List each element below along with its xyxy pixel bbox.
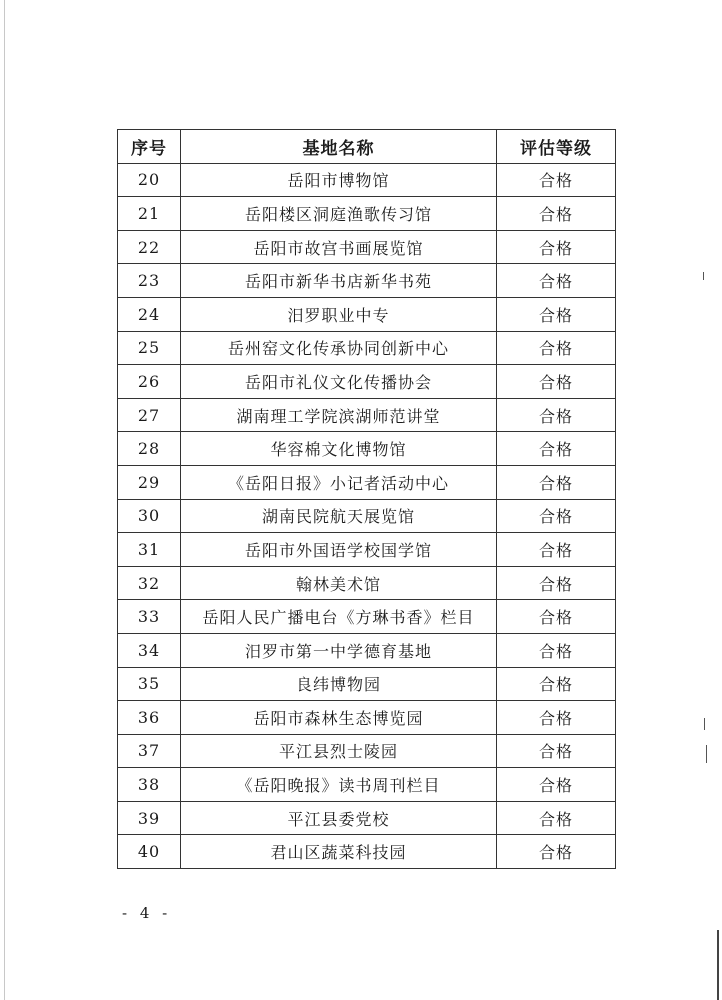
row-index: 21	[118, 197, 181, 231]
row-name: 岳阳市外国语学校国学馆	[181, 533, 497, 567]
row-name: 岳阳市博物馆	[181, 163, 497, 197]
table-row	[118, 398, 616, 432]
row-index: 37	[118, 734, 181, 768]
page-edge	[717, 930, 719, 1000]
table-row	[118, 499, 616, 533]
table-row	[118, 533, 616, 567]
row-grade: 合格	[497, 297, 616, 331]
table-row	[118, 701, 616, 735]
row-name: 《岳阳日报》小记者活动中心	[181, 465, 497, 499]
table-row	[118, 600, 616, 634]
row-grade: 合格	[497, 667, 616, 701]
row-index: 23	[118, 264, 181, 298]
row-name: 湖南民院航天展览馆	[181, 499, 497, 533]
table-row	[118, 465, 616, 499]
row-grade: 合格	[497, 163, 616, 197]
row-name: 翰林美术馆	[181, 566, 497, 600]
page-number: - 4 -	[122, 904, 172, 922]
table-row	[118, 297, 616, 331]
row-grade: 合格	[497, 197, 616, 231]
table-row	[118, 163, 616, 197]
row-index: 26	[118, 365, 181, 399]
row-grade: 合格	[497, 600, 616, 634]
row-grade: 合格	[497, 331, 616, 365]
row-name: 岳阳楼区洞庭渔歌传习馆	[181, 197, 497, 231]
row-index: 29	[118, 465, 181, 499]
row-grade: 合格	[497, 365, 616, 399]
table-row	[118, 835, 616, 869]
table-row	[118, 264, 616, 298]
table-row	[118, 633, 616, 667]
row-index: 20	[118, 163, 181, 197]
row-grade: 合格	[497, 432, 616, 466]
header-grade: 评估等级	[497, 130, 616, 164]
row-name: 岳阳市礼仪文化传播协会	[181, 365, 497, 399]
row-grade: 合格	[497, 734, 616, 768]
evaluation-table	[117, 129, 616, 869]
row-index: 22	[118, 230, 181, 264]
table-header-row	[118, 130, 616, 164]
table-row	[118, 230, 616, 264]
row-grade: 合格	[497, 768, 616, 802]
row-grade: 合格	[497, 633, 616, 667]
row-name: 良纬博物园	[181, 667, 497, 701]
row-grade: 合格	[497, 533, 616, 567]
row-index: 35	[118, 667, 181, 701]
table-row	[118, 801, 616, 835]
row-name: 岳阳市新华书店新华书苑	[181, 264, 497, 298]
row-index: 31	[118, 533, 181, 567]
row-grade: 合格	[497, 465, 616, 499]
row-grade: 合格	[497, 230, 616, 264]
row-index: 28	[118, 432, 181, 466]
row-index: 32	[118, 566, 181, 600]
row-grade: 合格	[497, 801, 616, 835]
row-grade: 合格	[497, 499, 616, 533]
header-index: 序号	[118, 130, 181, 164]
row-index: 30	[118, 499, 181, 533]
row-index: 33	[118, 600, 181, 634]
row-index: 34	[118, 633, 181, 667]
row-name: 君山区蔬菜科技园	[181, 835, 497, 869]
row-name: 汨罗市第一中学德育基地	[181, 633, 497, 667]
row-name: 岳州窑文化传承协同创新中心	[181, 331, 497, 365]
row-name: 华容棉文化博物馆	[181, 432, 497, 466]
row-name: 岳阳市森林生态博览园	[181, 701, 497, 735]
row-name: 平江县烈士陵园	[181, 734, 497, 768]
row-name: 湖南理工学院滨湖师范讲堂	[181, 398, 497, 432]
table-row	[118, 734, 616, 768]
row-index: 40	[118, 835, 181, 869]
table-row	[118, 768, 616, 802]
row-grade: 合格	[497, 835, 616, 869]
table-row	[118, 365, 616, 399]
row-name: 汨罗职业中专	[181, 297, 497, 331]
header-name: 基地名称	[181, 130, 497, 164]
table-row	[118, 432, 616, 466]
row-grade: 合格	[497, 701, 616, 735]
row-index: 36	[118, 701, 181, 735]
table-row	[118, 667, 616, 701]
row-index: 25	[118, 331, 181, 365]
row-index: 39	[118, 801, 181, 835]
row-index: 24	[118, 297, 181, 331]
row-name: 《岳阳晚报》读书周刊栏目	[181, 768, 497, 802]
row-index: 38	[118, 768, 181, 802]
row-name: 岳阳人民广播电台《方琳书香》栏目	[181, 600, 497, 634]
row-index: 27	[118, 398, 181, 432]
scan-mark	[704, 718, 705, 730]
table-row	[118, 566, 616, 600]
scan-mark	[706, 745, 707, 763]
table-body	[118, 163, 616, 868]
row-grade: 合格	[497, 398, 616, 432]
page-edge	[4, 0, 5, 1000]
row-grade: 合格	[497, 566, 616, 600]
row-name: 平江县委党校	[181, 801, 497, 835]
table-row	[118, 197, 616, 231]
table-row	[118, 331, 616, 365]
row-grade: 合格	[497, 264, 616, 298]
scan-mark	[703, 272, 704, 280]
row-name: 岳阳市故宫书画展览馆	[181, 230, 497, 264]
